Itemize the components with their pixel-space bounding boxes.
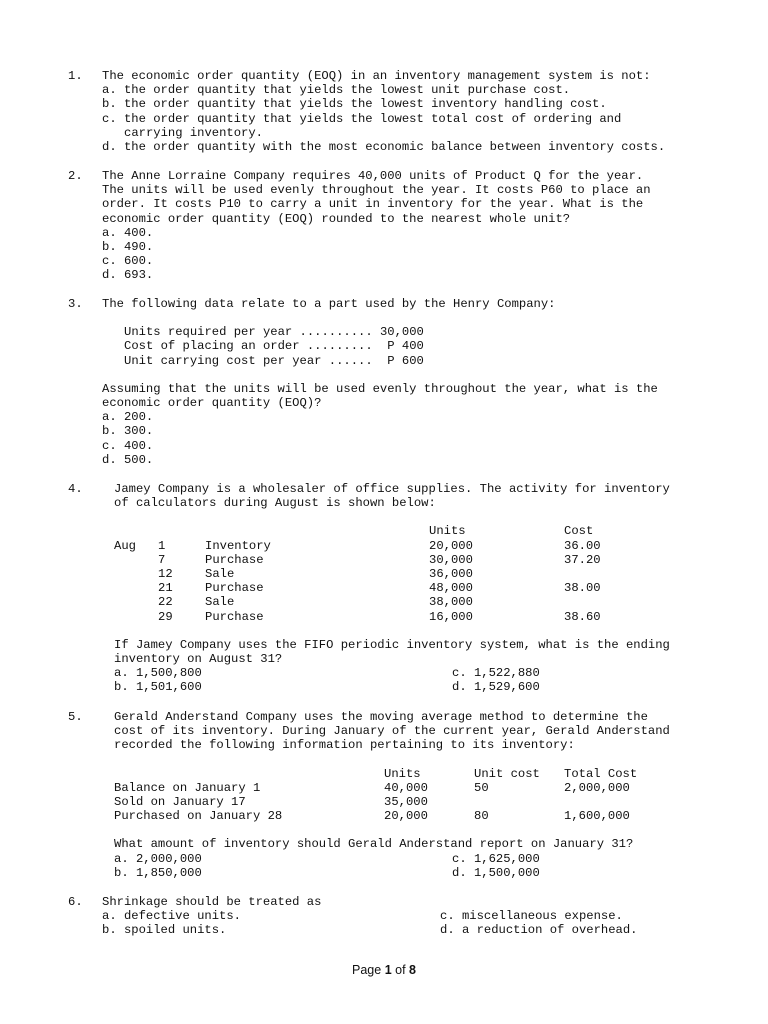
question-line: What amount of inventory should Gerald Anderstand report on January 31? [114,837,634,852]
option-b: b. the order quantity that yields the lowest inventory handling cost. [102,97,607,112]
data-item: Units required per year .......... 30,000 [124,325,424,340]
cell-cost: 38.60 [564,609,601,624]
question-stem: The following data relate to a part used by the Henry Company: [102,297,556,311]
option-a: a. 200. [102,410,154,425]
option-c: c. miscellaneous expense. [440,909,623,924]
question-body [114,482,710,694]
table-row [114,567,710,581]
options-row [114,666,710,680]
question-number: 5. [68,710,83,724]
options-row [114,866,710,880]
page-number: 1 [384,963,392,977]
table-row [114,539,710,553]
cell-day: 1 [158,538,166,553]
option-b: b. 1,501,600 [114,680,202,695]
of-word: of [395,963,406,977]
cell-label: Balance on January 1 [114,780,261,795]
option-c: c. 600. [102,254,154,269]
cell-cost: 37.20 [564,552,601,567]
question-line: Assuming that the units will be used evenly throughout the year, what is the [102,381,658,396]
column-header-units: Units [429,524,466,539]
cell-total-cost: 1,600,000 [564,809,630,824]
question-stem-line: recorded the following information pertaining to its inventory: [114,738,575,753]
cell-day: 22 [158,595,173,610]
cell-total-cost: 2,000,000 [564,780,630,795]
question-number: 2. [68,169,83,183]
question-body [102,297,710,467]
cell-units: 20,000 [384,809,428,824]
option-b: b. spoiled units. [102,923,227,938]
cell-month: Aug [114,538,136,553]
question-number: 4. [68,482,83,496]
options-row [114,852,710,866]
option-a: a. defective units. [102,909,241,924]
options-row [102,909,710,923]
table-row [114,553,710,567]
question-stem-line: cost of its inventory. During January of the current year, Gerald Anderstand [114,724,670,739]
question-line: economic order quantity (EOQ)? [102,395,322,410]
question-stem-line: Gerald Anderstand Company uses the moving average method to determine the [114,710,648,724]
option-d: d. 500. [102,452,154,467]
cell-units: 40,000 [384,780,428,795]
cell-units: 30,000 [429,552,473,567]
cell-units: 35,000 [384,794,428,809]
cell-cost: 36.00 [564,538,601,553]
option-a: a. 2,000,000 [114,851,202,866]
cell-item: Inventory [205,538,271,553]
option-a: a. 400. [102,225,154,240]
column-header-total-cost: Total Cost [564,766,638,781]
option-c: c. 1,625,000 [452,851,540,866]
option-d: d. 1,529,600 [452,680,540,695]
cell-day: 21 [158,581,173,596]
option-a: a. the order quantity that yields the lowest unit purchase cost. [102,83,571,98]
cell-item: Purchase [205,581,264,596]
option-c: c. the order quantity that yields the lowest total cost of ordering and [102,111,622,126]
table-row [114,809,710,823]
table-header [114,767,710,781]
option-b: b. 1,850,000 [114,865,202,880]
table-row [114,595,710,609]
option-c-continued: carrying inventory. [124,125,263,140]
table-row [114,610,710,624]
option-d: d. the order quantity with the most economic balance between inventory costs. [102,139,666,154]
cell-item: Sale [205,595,235,610]
option-b: b. 490. [102,239,154,254]
cell-units: 20,000 [429,538,473,553]
page-footer [0,963,768,977]
question-stem-line: order. It costs P10 to carry a unit in inventory for the year. What is the [102,197,644,212]
cell-label: Sold on January 17 [114,794,246,809]
cell-units: 16,000 [429,609,473,624]
question-body [102,169,710,283]
question-line: inventory on August 31? [114,651,283,666]
options-row [114,680,710,694]
table-row [114,781,710,795]
option-d: d. 1,500,000 [452,865,540,880]
cell-unit-cost: 80 [474,809,489,824]
question-stem: Shrinkage should be treated as [102,895,322,909]
table-row [114,581,710,595]
cell-units: 48,000 [429,581,473,596]
option-a: a. 1,500,800 [114,666,202,681]
cell-units: 36,000 [429,566,473,581]
question-body [102,69,710,154]
inventory-table [114,524,710,623]
option-b: b. 300. [102,424,154,439]
cell-day: 7 [158,552,166,567]
data-item: Unit carrying cost per year ...... P 600 [124,353,424,368]
option-d: d. a reduction of overhead. [440,923,638,938]
option-c: c. 1,522,880 [452,666,540,681]
cell-day: 29 [158,609,173,624]
table-header [114,524,710,538]
question-stem-line: Jamey Company is a wholesaler of office supplies. The activity for inventory [114,482,670,496]
options-row [102,923,710,937]
column-header-cost: Cost [564,524,594,539]
question-stem: The economic order quantity (EOQ) in an inventory management system is not: [102,69,651,83]
question-number: 1. [68,69,83,83]
question-number: 3. [68,297,83,311]
question-body [114,710,710,880]
option-c: c. 400. [102,438,154,453]
cell-item: Purchase [205,609,264,624]
question-stem-line: The Anne Lorraine Company requires 40,000 units of Product Q for the year. [102,169,644,183]
question-stem-line: The units will be used evenly throughout the year. It costs P60 to place an [102,183,651,198]
cell-item: Sale [205,566,235,581]
data-item: Cost of placing an order ......... P 400 [124,339,424,354]
column-header-unit-cost: Unit cost [474,766,540,781]
question-body [102,895,710,938]
cell-item: Purchase [205,552,264,567]
data-list [102,325,710,368]
cell-unit-cost: 50 [474,780,489,795]
question-number: 6. [68,895,83,909]
option-d: d. 693. [102,268,154,283]
question-stem-line: of calculators during August is shown below: [114,496,436,511]
question-stem-line: economic order quantity (EOQ) rounded to the nearest whole unit? [102,211,571,226]
cell-day: 12 [158,566,173,581]
question-line: If Jamey Company uses the FIFO periodic inventory system, what is the ending [114,637,670,652]
page-word: Page [352,963,382,977]
table-row [114,795,710,809]
page-total: 8 [409,963,416,977]
cell-units: 38,000 [429,595,473,610]
cell-cost: 38.00 [564,581,601,596]
inventory-table [114,767,710,824]
cell-label: Purchased on January 28 [114,809,283,824]
column-header-units: Units [384,766,421,781]
